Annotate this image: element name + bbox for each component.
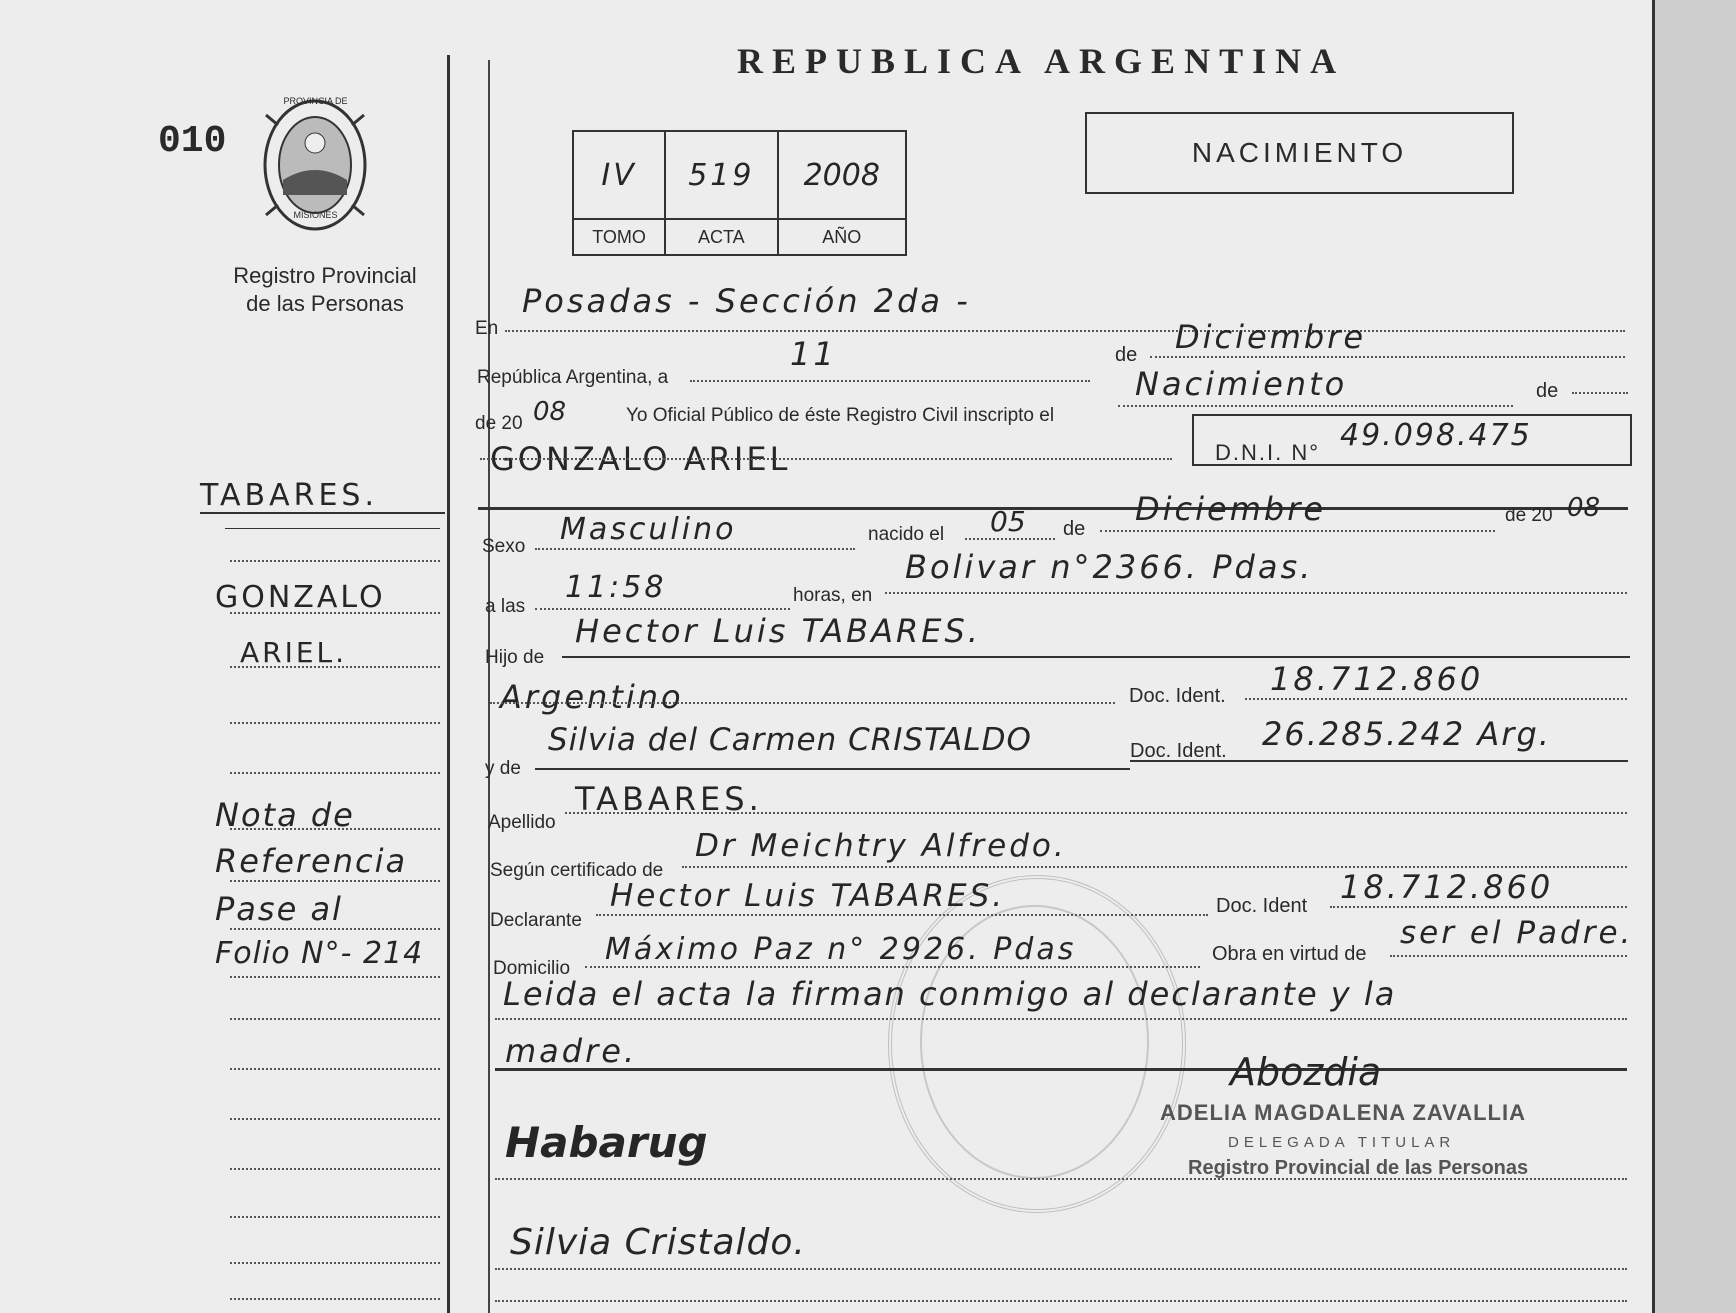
value-certificado: Dr Meichtry Alfredo. bbox=[695, 828, 1067, 864]
label-segun: Según certificado de bbox=[490, 860, 664, 881]
value-month: Diciembre bbox=[1175, 318, 1367, 356]
line-birth-place bbox=[885, 592, 1627, 594]
value-apellido: TABARES. bbox=[575, 780, 763, 818]
surname-underline2 bbox=[225, 528, 440, 529]
line-inscripto bbox=[1118, 405, 1513, 407]
folio-number: 010 bbox=[158, 120, 227, 163]
label-declarante: Declarante bbox=[490, 910, 582, 931]
line-closing2 bbox=[495, 1068, 1627, 1071]
value-year-short: 08 bbox=[533, 397, 567, 427]
label-doc-ident-father: Doc. Ident. bbox=[1129, 685, 1226, 707]
line-sig1 bbox=[495, 1178, 1627, 1180]
value-father: Hector Luis TABARES. bbox=[575, 612, 981, 650]
margin-line bbox=[230, 612, 440, 614]
margin-line bbox=[230, 928, 440, 930]
acta-label: ACTA bbox=[665, 219, 777, 255]
tomo-label: TOMO bbox=[573, 219, 665, 255]
value-inscripto: Nacimiento bbox=[1135, 365, 1348, 403]
margin-line bbox=[230, 1168, 440, 1170]
line-sexo bbox=[535, 548, 855, 550]
father-signature: Habarug bbox=[505, 1118, 708, 1167]
registry-name bbox=[215, 262, 435, 318]
margin-line bbox=[230, 1298, 440, 1300]
label-oficial: Yo Oficial Público de éste Registro Civil inscripto el bbox=[626, 405, 1055, 426]
margin-line bbox=[230, 772, 440, 774]
surname-underline bbox=[200, 512, 445, 514]
line-apellido bbox=[565, 812, 1627, 814]
anio-label: AÑO bbox=[778, 219, 906, 255]
margin-line bbox=[230, 828, 440, 830]
margin-name1: GONZALO bbox=[215, 580, 386, 615]
country-title: REPUBLICA ARGENTINA bbox=[737, 41, 1346, 81]
line-domicilio bbox=[585, 966, 1200, 968]
margin-line bbox=[230, 666, 440, 668]
tomo-acta-table bbox=[572, 130, 907, 256]
margin-line bbox=[230, 880, 440, 882]
tomo-value: IV bbox=[573, 131, 665, 219]
official-title: DELEGADA TITULAR bbox=[1228, 1134, 1456, 1151]
document-type-box: NACIMIENTO bbox=[1085, 112, 1514, 194]
value-declarante: Hector Luis TABARES. bbox=[610, 878, 1006, 914]
value-domicilio: Máximo Paz n° 2926. Pdas bbox=[605, 932, 1077, 967]
official-signature: Abozdia bbox=[1230, 1050, 1382, 1094]
margin-line bbox=[230, 1118, 440, 1120]
line-en bbox=[505, 330, 1625, 332]
line-day bbox=[690, 380, 1090, 382]
value-closing-line2: madre. bbox=[505, 1032, 638, 1070]
label-nacido-el: nacido el bbox=[868, 524, 945, 545]
label-sexo: Sexo bbox=[482, 536, 526, 557]
label-de-20: de 20 bbox=[475, 413, 523, 434]
label-en: En bbox=[475, 318, 499, 339]
value-dni: 49.098.475 bbox=[1340, 418, 1532, 453]
value-closing-line1: Leida el acta la firman conmigo al declarante y la bbox=[503, 975, 1397, 1013]
label-de-end: de bbox=[1536, 380, 1559, 402]
line-declarante-doc bbox=[1330, 906, 1627, 908]
label-a-las: a las bbox=[485, 596, 526, 617]
line-father-doc bbox=[1245, 698, 1627, 700]
line-sig2 bbox=[495, 1268, 1627, 1270]
registry-name-line2: de las Personas bbox=[246, 291, 404, 316]
label-obra: Obra en virtud de bbox=[1212, 943, 1367, 965]
margin-line bbox=[230, 1216, 440, 1218]
line-birth-day bbox=[965, 538, 1055, 540]
line-de-end bbox=[1572, 392, 1628, 394]
label-y-de: y de bbox=[485, 758, 521, 779]
line-month bbox=[1150, 356, 1625, 358]
line-mother bbox=[535, 768, 1130, 770]
label-domicilio: Domicilio bbox=[493, 958, 571, 979]
line-sig3 bbox=[495, 1300, 1627, 1302]
label-horas-en: horas, en bbox=[793, 585, 873, 606]
margin-surname: TABARES. bbox=[200, 478, 379, 513]
line-obra bbox=[1390, 955, 1627, 957]
seal-bottom-text: MISIONES bbox=[293, 210, 338, 220]
value-birth-day: 05 bbox=[990, 505, 1026, 538]
label-hijo-de: Hijo de bbox=[485, 647, 545, 668]
margin-note-line4: Folio N°- 214 bbox=[215, 936, 424, 971]
margin-line bbox=[230, 976, 440, 978]
acta-value: 519 bbox=[665, 131, 777, 219]
anio-value: 2008 bbox=[778, 131, 906, 219]
background-edge bbox=[1655, 0, 1736, 1313]
value-mother-doc: 26.285.242 Arg. bbox=[1262, 715, 1551, 753]
label-de-20-birth: de 20 bbox=[1505, 505, 1553, 526]
body-divider bbox=[488, 60, 490, 1313]
margin-line bbox=[230, 1262, 440, 1264]
value-day: 11 bbox=[790, 335, 837, 373]
value-father-nationality: Argentino bbox=[500, 678, 684, 716]
value-place: Posadas - Sección 2da - bbox=[522, 282, 971, 320]
margin-note-line2: Referencia bbox=[215, 842, 408, 880]
margin-note-line1: Nota de bbox=[215, 796, 355, 834]
margin-note-line3: Pase al bbox=[215, 890, 343, 928]
official-registry: Registro Provincial de las Personas bbox=[1188, 1157, 1529, 1179]
label-doc-ident-mother: Doc. Ident. bbox=[1130, 740, 1227, 762]
line-closing1 bbox=[495, 1018, 1627, 1020]
official-name: ADELIA MAGDALENA ZAVALLIA bbox=[1160, 1100, 1526, 1125]
seal-top-text: PROVINCIA DE bbox=[283, 96, 348, 106]
margin-line bbox=[230, 722, 440, 724]
label-republica: República Argentina, a bbox=[477, 367, 669, 388]
margin-divider bbox=[447, 55, 450, 1313]
value-mother: Silvia del Carmen CRISTALDO bbox=[548, 722, 1032, 758]
label-de-birth-month: de bbox=[1063, 518, 1086, 540]
value-obra: ser el Padre. bbox=[1400, 915, 1634, 951]
registry-name-line1: Registro Provincial bbox=[233, 263, 417, 288]
value-declarante-doc: 18.712.860 bbox=[1340, 868, 1554, 906]
mother-signature: Silvia Cristaldo. bbox=[510, 1222, 806, 1263]
value-full-name: GONZALO ARIEL bbox=[490, 440, 791, 478]
value-birth-month: Diciembre bbox=[1135, 490, 1327, 528]
label-de-month: de bbox=[1115, 344, 1138, 366]
margin-line bbox=[230, 560, 440, 562]
margin-line bbox=[230, 1018, 440, 1020]
value-birth-place: Bolivar n°2366. Pdas. bbox=[905, 548, 1314, 586]
label-apellido: Apellido bbox=[488, 812, 556, 833]
value-father-doc: 18.712.860 bbox=[1270, 660, 1484, 698]
margin-line bbox=[230, 1068, 440, 1070]
line-mother-doc bbox=[1130, 760, 1628, 762]
value-sexo: Masculino bbox=[560, 512, 737, 547]
margin-name2: ARIEL. bbox=[240, 636, 348, 669]
line-declarante bbox=[596, 914, 1208, 916]
section-rule bbox=[478, 507, 1628, 510]
line-hour bbox=[535, 608, 790, 610]
label-dni: D.N.I. N° bbox=[1215, 440, 1321, 465]
line-birth-month bbox=[1100, 530, 1495, 532]
value-birth-year: 08 bbox=[1567, 493, 1601, 523]
line-father bbox=[562, 656, 1630, 658]
label-doc-ident-declarante: Doc. Ident bbox=[1216, 895, 1308, 917]
line-nationality bbox=[490, 702, 1115, 704]
value-hour: 11:58 bbox=[565, 570, 667, 605]
line-name bbox=[480, 458, 1172, 460]
